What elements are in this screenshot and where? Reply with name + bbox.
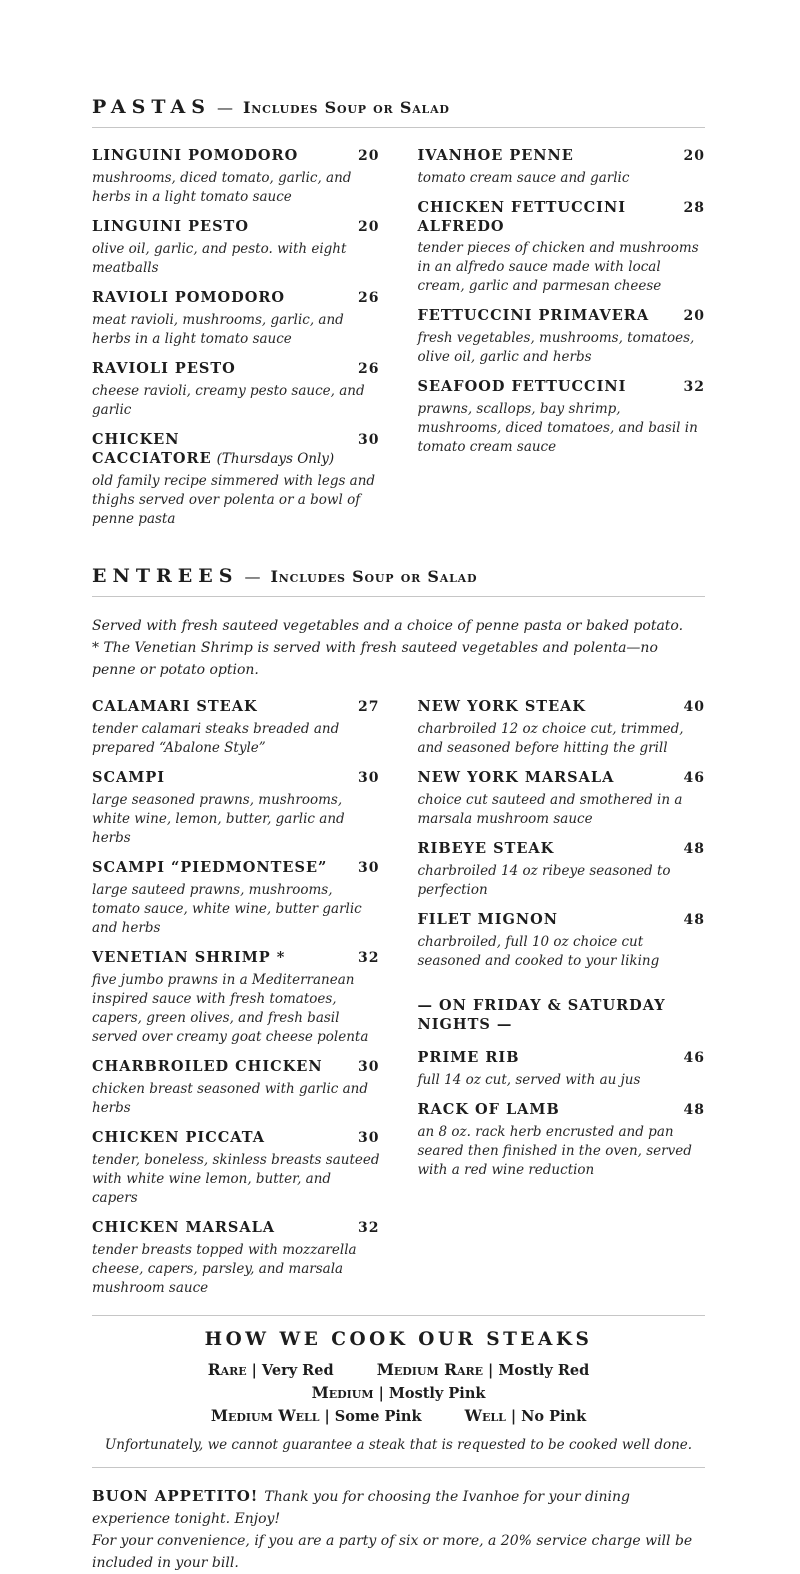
menu-item-name bbox=[92, 1128, 265, 1147]
menu-item-price: 30 bbox=[358, 1059, 380, 1075]
menu-item-head bbox=[92, 359, 380, 379]
doneness-line-1 bbox=[92, 1359, 705, 1405]
pastas-right-column bbox=[418, 146, 706, 539]
menu-item-price: 20 bbox=[683, 308, 705, 324]
menu-item-head bbox=[92, 768, 380, 788]
footer-thanks: Thank you for choosing the Ivanhoe for your dining experience tonight. Enjoy! bbox=[92, 1489, 630, 1527]
doneness-pair bbox=[377, 1359, 590, 1382]
menu-item-name-text: IVANHOE PENNE bbox=[417, 147, 574, 164]
menu-item-head bbox=[418, 146, 706, 166]
pastas-header bbox=[92, 96, 705, 128]
entrees-title: ENTREES bbox=[92, 565, 239, 587]
menu-item-description: chicken breast seasoned with garlic and herbs bbox=[92, 1081, 369, 1116]
menu-item-head bbox=[92, 288, 380, 308]
menu-item-name bbox=[92, 948, 285, 967]
menu-item-description: mushrooms, diced tomato, garlic, and herbs in a light tomato sauce bbox=[92, 170, 352, 205]
menu-item-name bbox=[92, 768, 165, 787]
menu-item bbox=[418, 1048, 706, 1090]
menu-item-name-text: PRIME RIB bbox=[417, 1049, 520, 1066]
doneness-description: Mostly Red bbox=[498, 1362, 590, 1379]
entrees-header bbox=[92, 565, 705, 597]
menu-item-price: 46 bbox=[683, 770, 705, 786]
doneness-level: Medium Rare bbox=[376, 1360, 484, 1379]
doneness-pair bbox=[211, 1405, 422, 1428]
menu-item-name bbox=[418, 198, 672, 236]
menu-item-name bbox=[418, 306, 650, 325]
menu-item-name-text: LINGUINI PESTO bbox=[92, 218, 249, 235]
menu-item-name bbox=[418, 768, 615, 787]
menu-item bbox=[92, 697, 380, 758]
menu-item-head bbox=[418, 306, 706, 326]
menu-item-name-text: CHICKEN MARSALA bbox=[92, 1219, 276, 1236]
doneness-description: Mostly Pink bbox=[388, 1385, 486, 1402]
menu-item-name bbox=[418, 146, 574, 165]
doneness-separator: | bbox=[488, 1362, 494, 1379]
doneness-separator: | bbox=[324, 1408, 330, 1425]
menu-item bbox=[418, 697, 706, 758]
menu-item-name-text: FETTUCCINI PRIMAVERA bbox=[417, 307, 650, 324]
menu-item-description: cheese ravioli, creamy pesto sauce, and garlic bbox=[92, 383, 365, 418]
menu-item-name bbox=[92, 430, 346, 469]
menu-item-price: 32 bbox=[358, 950, 380, 966]
menu-item bbox=[418, 768, 706, 829]
menu-item-description: charbroiled, full 10 oz choice cut seasoned and cooked to your liking bbox=[417, 934, 660, 969]
doneness-pair bbox=[208, 1359, 334, 1382]
doneness-separator: | bbox=[378, 1385, 384, 1402]
steaks-title: HOW WE COOK OUR STEAKS bbox=[204, 1329, 593, 1350]
doneness-description: No Pink bbox=[521, 1408, 587, 1425]
menu-item-head bbox=[418, 768, 706, 788]
menu-item-description: tomato cream sauce and garlic bbox=[417, 170, 630, 186]
menu-item bbox=[92, 948, 380, 1047]
doneness-separator: | bbox=[510, 1408, 517, 1425]
menu-item bbox=[92, 1218, 380, 1298]
menu-item bbox=[92, 217, 380, 278]
doneness-description: Very Red bbox=[261, 1362, 334, 1379]
section-pastas bbox=[92, 96, 705, 539]
doneness-pair bbox=[465, 1405, 587, 1428]
menu-item bbox=[92, 430, 380, 529]
pastas-subtitle: Includes Soup or Salad bbox=[242, 98, 450, 117]
footer-line-1 bbox=[92, 1485, 705, 1530]
menu-item-name bbox=[418, 1100, 560, 1119]
menu-item-description: charbroiled 14 oz ribeye seasoned to perfection bbox=[417, 863, 671, 898]
menu-item-head bbox=[418, 697, 706, 717]
menu-item-name bbox=[92, 1057, 323, 1076]
footer-line-2: For your convenience, if you are a party of six or more, a 20% service charge will be included in your bill. bbox=[92, 1533, 693, 1571]
menu-item-head bbox=[92, 146, 380, 166]
menu-item-name bbox=[92, 359, 236, 378]
menu-item-name-text: SEAFOOD FETTUCCINI bbox=[417, 378, 627, 395]
menu-item-name bbox=[92, 1218, 275, 1237]
menu-item-name-text: RAVIOLI POMODORO bbox=[92, 289, 286, 306]
menu-item-description: large sauteed prawns, mushrooms, tomato sauce, white wine, butter garlic and herbs bbox=[92, 882, 362, 936]
doneness-description: Some Pink bbox=[334, 1408, 422, 1425]
menu-item-price: 26 bbox=[358, 361, 380, 377]
menu-item-price: 40 bbox=[683, 699, 705, 715]
entrees-notes bbox=[92, 615, 705, 681]
menu-item-name bbox=[418, 839, 555, 858]
entrees-note-1: Served with fresh sauteed vegetables and a choice of penne pasta or baked potato. bbox=[92, 618, 684, 634]
menu-item-name-text: FILET MIGNON bbox=[417, 911, 559, 928]
menu-item-name bbox=[418, 1048, 520, 1067]
menu-item-name bbox=[418, 910, 559, 929]
menu-item-description: five jumbo prawns in a Mediterranean inspired sauce with fresh tomatoes, capers, green olives, and fresh basil served over creamy goat cheese polenta bbox=[92, 972, 369, 1045]
menu-item-description: prawns, scallops, bay shrimp, mushrooms, diced tomatoes, and basil in tomato cream sauce bbox=[417, 401, 698, 455]
menu-item-name-text: CHICKEN FETTUCCINI ALFREDO bbox=[417, 199, 626, 235]
menu-item-price: 27 bbox=[358, 699, 380, 715]
menu-item-head bbox=[92, 697, 380, 717]
menu-item-price: 46 bbox=[683, 1050, 705, 1066]
menu-item-name-text: RIBEYE STEAK bbox=[417, 840, 555, 857]
menu-item bbox=[92, 1057, 380, 1118]
menu-item bbox=[92, 359, 380, 420]
menu-item-name-text: CHICKEN PICCATA bbox=[92, 1129, 265, 1146]
menu-item bbox=[418, 910, 706, 971]
menu-item-name-text: CALAMARI STEAK bbox=[92, 698, 258, 715]
entrees-columns bbox=[92, 697, 705, 1308]
menu-item bbox=[418, 306, 706, 367]
menu-item-price: 20 bbox=[358, 148, 380, 164]
menu-item-price: 30 bbox=[358, 1130, 380, 1146]
menu-item-description: an 8 oz. rack herb encrusted and pan seared then finished in the oven, served with a red wine reduction bbox=[417, 1124, 692, 1178]
menu-item-description: full 14 oz cut, served with au jus bbox=[417, 1072, 641, 1088]
menu-item-head bbox=[418, 1048, 706, 1068]
menu-item-name-text: NEW YORK MARSALA bbox=[417, 769, 615, 786]
steaks-note: Unfortunately, we cannot guarantee a steak that is requested to be cooked well done. bbox=[104, 1437, 693, 1453]
menu-item bbox=[92, 288, 380, 349]
entrees-left-column bbox=[92, 697, 380, 1308]
menu-item bbox=[92, 858, 380, 938]
menu-item bbox=[418, 146, 706, 188]
entrees-right-top bbox=[418, 697, 706, 971]
menu-item-name-text: NEW YORK STEAK bbox=[417, 698, 586, 715]
menu-item-head bbox=[92, 858, 380, 878]
menu-item-head bbox=[92, 948, 380, 968]
footer-lead: BUON APPETITO! bbox=[92, 1487, 259, 1505]
friday-saturday-divider: — ON FRIDAY & SATURDAY NIGHTS — bbox=[417, 997, 666, 1033]
menu-item bbox=[92, 1128, 380, 1208]
menu-item-price: 32 bbox=[683, 379, 705, 395]
menu-item-name-text: SCAMPI “PIEDMONTESE” bbox=[92, 859, 328, 876]
menu-item-name-text: LINGUINI POMODORO bbox=[92, 147, 299, 164]
doneness-level: Medium bbox=[311, 1383, 374, 1402]
menu-item-name bbox=[92, 217, 249, 236]
menu-item bbox=[418, 839, 706, 900]
menu-item-description: tender calamari steaks breaded and prepared “Abalone Style” bbox=[92, 721, 340, 756]
menu-item-head bbox=[418, 910, 706, 930]
menu-item-name bbox=[92, 858, 327, 877]
menu-item-head bbox=[92, 1218, 380, 1238]
menu-item bbox=[418, 198, 706, 296]
menu-item bbox=[92, 768, 380, 848]
menu-item-description: large seasoned prawns, mushrooms, white wine, lemon, butter, garlic and herbs bbox=[92, 792, 345, 846]
menu-item-description: meat ravioli, mushrooms, garlic, and herbs in a light tomato sauce bbox=[92, 312, 344, 347]
pastas-title: PASTAS bbox=[92, 96, 211, 118]
menu-item-name bbox=[418, 377, 627, 396]
doneness-line-2 bbox=[92, 1405, 705, 1428]
menu-item-head bbox=[92, 430, 380, 469]
menu-item-price: 20 bbox=[358, 219, 380, 235]
entrees-note-2: * The Venetian Shrimp is served with fresh sauteed vegetables and polenta—no penne or potato option. bbox=[92, 640, 658, 678]
pastas-columns bbox=[92, 146, 705, 539]
section-entrees bbox=[92, 565, 705, 1308]
entrees-right-column bbox=[418, 697, 706, 1308]
menu-item-name-text: VENETIAN SHRIMP * bbox=[92, 949, 286, 966]
footer bbox=[92, 1485, 705, 1574]
menu-item-name bbox=[418, 697, 587, 716]
menu-item-head bbox=[92, 1128, 380, 1148]
menu-item-description: tender breasts topped with mozzarella cheese, capers, parsley, and marsala mushroom sauce bbox=[92, 1242, 357, 1296]
section-steak-doneness bbox=[92, 1315, 705, 1468]
menu-item-price: 48 bbox=[683, 912, 705, 928]
menu-item-head bbox=[92, 217, 380, 237]
menu-item-description: tender, boneless, skinless breasts sauteed with white wine lemon, butter, and capers bbox=[92, 1152, 380, 1206]
menu-item bbox=[418, 1100, 706, 1180]
doneness-level: Well bbox=[464, 1406, 506, 1425]
menu-item-price: 48 bbox=[683, 841, 705, 857]
menu-item-head bbox=[418, 839, 706, 859]
menu-item bbox=[92, 146, 380, 207]
menu-item-description: tender pieces of chicken and mushrooms in an alfredo sauce made with local cream, garlic and parmesan cheese bbox=[417, 240, 699, 294]
menu-item-price: 32 bbox=[358, 1220, 380, 1236]
menu-item-name bbox=[92, 146, 298, 165]
menu-item-note: (Thursdays Only) bbox=[216, 451, 335, 467]
menu-item-price: 26 bbox=[358, 290, 380, 306]
menu-item-name-text: RACK OF LAMB bbox=[417, 1101, 560, 1118]
pastas-left-column bbox=[92, 146, 380, 539]
menu-item-head bbox=[418, 1100, 706, 1120]
menu-item-price: 30 bbox=[358, 770, 380, 786]
menu-item-name bbox=[92, 288, 285, 307]
entrees-right-bottom bbox=[418, 1048, 706, 1180]
menu-item-description: old family recipe simmered with legs and thighs served over polenta or a bowl of penne pasta bbox=[92, 473, 376, 527]
menu-item-description: fresh vegetables, mushrooms, tomatoes, olive oil, garlic and herbs bbox=[417, 330, 695, 365]
doneness-separator: | bbox=[251, 1362, 257, 1379]
menu-item-description: olive oil, garlic, and pesto. with eight meatballs bbox=[92, 241, 347, 276]
menu-item-price: 30 bbox=[358, 860, 380, 876]
entrees-subtitle: Includes Soup or Salad bbox=[270, 567, 478, 586]
menu-item-description: choice cut sauteed and smothered in a marsala mushroom sauce bbox=[417, 792, 683, 827]
menu-item-name bbox=[92, 697, 258, 716]
entrees-dash: — bbox=[244, 567, 261, 586]
pastas-dash: — bbox=[216, 98, 233, 117]
menu-item-description: charbroiled 12 oz choice cut, trimmed, and seasoned before hitting the grill bbox=[417, 721, 684, 756]
menu-item-name-text: CHARBROILED CHICKEN bbox=[92, 1058, 323, 1075]
menu-item-head bbox=[418, 198, 706, 236]
menu-item-price: 48 bbox=[683, 1102, 705, 1118]
doneness-level: Medium Well bbox=[210, 1406, 320, 1425]
menu-item bbox=[418, 377, 706, 457]
menu-item-name-text: RAVIOLI PESTO bbox=[92, 360, 236, 377]
menu-item-price: 28 bbox=[683, 200, 705, 216]
menu-item-head bbox=[418, 377, 706, 397]
menu-item-price: 30 bbox=[358, 432, 380, 448]
menu-item-head bbox=[92, 1057, 380, 1077]
menu-item-name-text: SCAMPI bbox=[92, 769, 165, 786]
menu-item-price: 20 bbox=[683, 148, 705, 164]
doneness-level: Rare bbox=[207, 1360, 247, 1379]
doneness-pair bbox=[312, 1382, 486, 1405]
menu-item-name-text: CHICKEN CACCIATORE bbox=[92, 431, 212, 467]
